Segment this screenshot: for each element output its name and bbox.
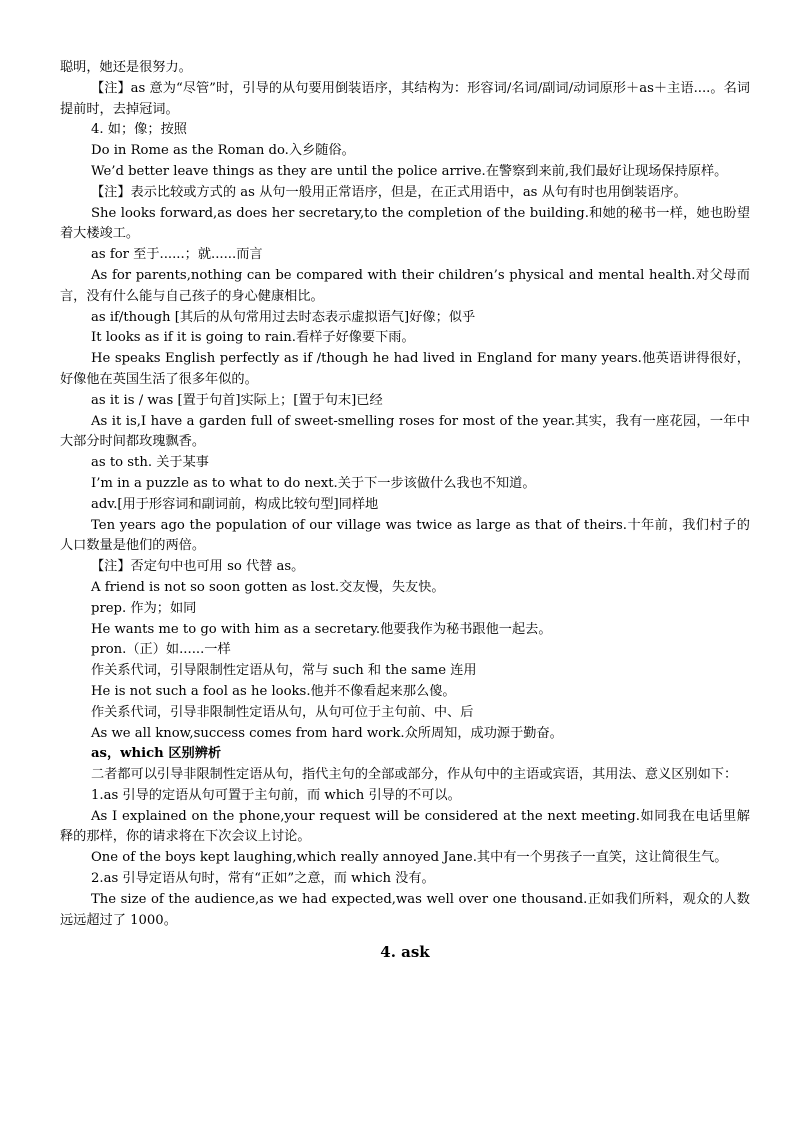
subheading: as，which 区别辨析 [91,746,222,762]
document-body [60,58,750,931]
paragraph: 【注】as 意为“尽管”时，引导的从句要用倒装语序，其结构为：形容词/名词/副词/动词原形＋as＋主语....。名词提前时，去掉冠词。 [60,80,750,117]
paragraph: as if/though [其后的从句常用过去时态表示虚拟语气]好像；似乎 [91,309,476,325]
paragraph: as for 至于......；就......而言 [91,247,263,263]
paragraph: The size of the audience,as we had expected,was well over one thousand.正如我们所料，观众的人数远远超过了 1000。 [60,891,750,928]
paragraph: It looks as if it is going to rain.看样子好像要下雨。 [91,330,415,346]
paragraph: as to sth. 关于某事 [91,455,209,471]
paragraph: 作关系代词，引导非限制性定语从句，从句可位于主句前、中、后 [91,704,474,720]
paragraph: He speaks English perfectly as if /though he had lived in England for many years.他英语讲得很好，好像他在英国生活了很多年似的。 [60,351,750,387]
paragraph: 2.as 引导定语从句时，常有“正如”之意，而 which 没有。 [91,871,435,887]
paragraph: adv.[用于形容词和副词前，构成比较句型]同样地 [91,496,379,512]
paragraph: As I explained on the phone,your request will be considered at the next meeting.如同我在电话里解释的那样，你的请求将在下次会议上讨论。 [60,808,750,845]
paragraph: One of the boys kept laughing,which really annoyed Jane.其中有一个男孩子一直笑，这让简很生气。 [91,850,728,866]
paragraph: pron.（正）如......一样 [91,642,231,658]
paragraph: As we all know,success comes from hard work.众所周知，成功源于勤奋。 [91,725,563,741]
paragraph: As it is,I have a garden full of sweet-smelling roses for most of the year.其实，我有一座花园，一年中大部分时间都玫瑰飘香。 [60,413,750,450]
paragraph: He wants me to go with him as a secretary.他要我作为秘书跟他一起去。 [91,621,552,637]
paragraph: 作关系代词，引导限制性定语从句，常与 such 和 the same 连用 [91,663,477,679]
paragraph: She looks forward,as does her secretary,to the completion of the building.和她的秘书一样，她也盼望着大楼竣工。 [60,205,750,242]
paragraph: I’m in a puzzle as to what to do next.关于下一步该做什么我也不知道。 [91,475,536,491]
paragraph: prep. 作为；如同 [91,600,197,616]
paragraph: 二者都可以引导非限制性定语从句，指代主句的全部或部分，作从句中的主语或宾语，其用法、意义区别如下： [91,767,738,783]
paragraph: Do in Rome as the Roman do.入乡随俗。 [91,143,355,159]
section-heading: 4. ask [380,943,430,962]
paragraph: As for parents,nothing can be compared with their children’s physical and mental health.对父母而言，没有什么能与自己孩子的身心健康相比。 [60,267,750,304]
paragraph: 聪明，她还是很努力。 [60,60,192,75]
paragraph: as it is / was [置于句首]实际上；[置于句末]已经 [91,392,383,408]
paragraph: 4. 如；像；按照 [91,122,187,138]
paragraph: We’d better leave things as they are until the police arrive.在警察到来前,我们最好让现场保持原样。 [91,163,728,179]
paragraph: 【注】表示比较或方式的 as 从句一般用正常语序，但是，在正式用语中，as 从句有时也用倒装语序。 [91,184,687,200]
paragraph: 1.as 引导的定语从句可置于主句前，而 which 引导的不可以。 [91,787,461,803]
paragraph: A friend is not so soon gotten as lost.交友慢，失友快。 [91,579,445,595]
document-page [60,58,750,963]
paragraph: Ten years ago the population of our village was twice as large as that of theirs.十年前，我们村子的人口数量是他们的两倍。 [60,517,750,554]
paragraph: He is not such a fool as he looks.他并不像看起来那么傻。 [91,683,456,699]
paragraph: 【注】否定句中也可用 so 代替 as。 [91,559,305,575]
